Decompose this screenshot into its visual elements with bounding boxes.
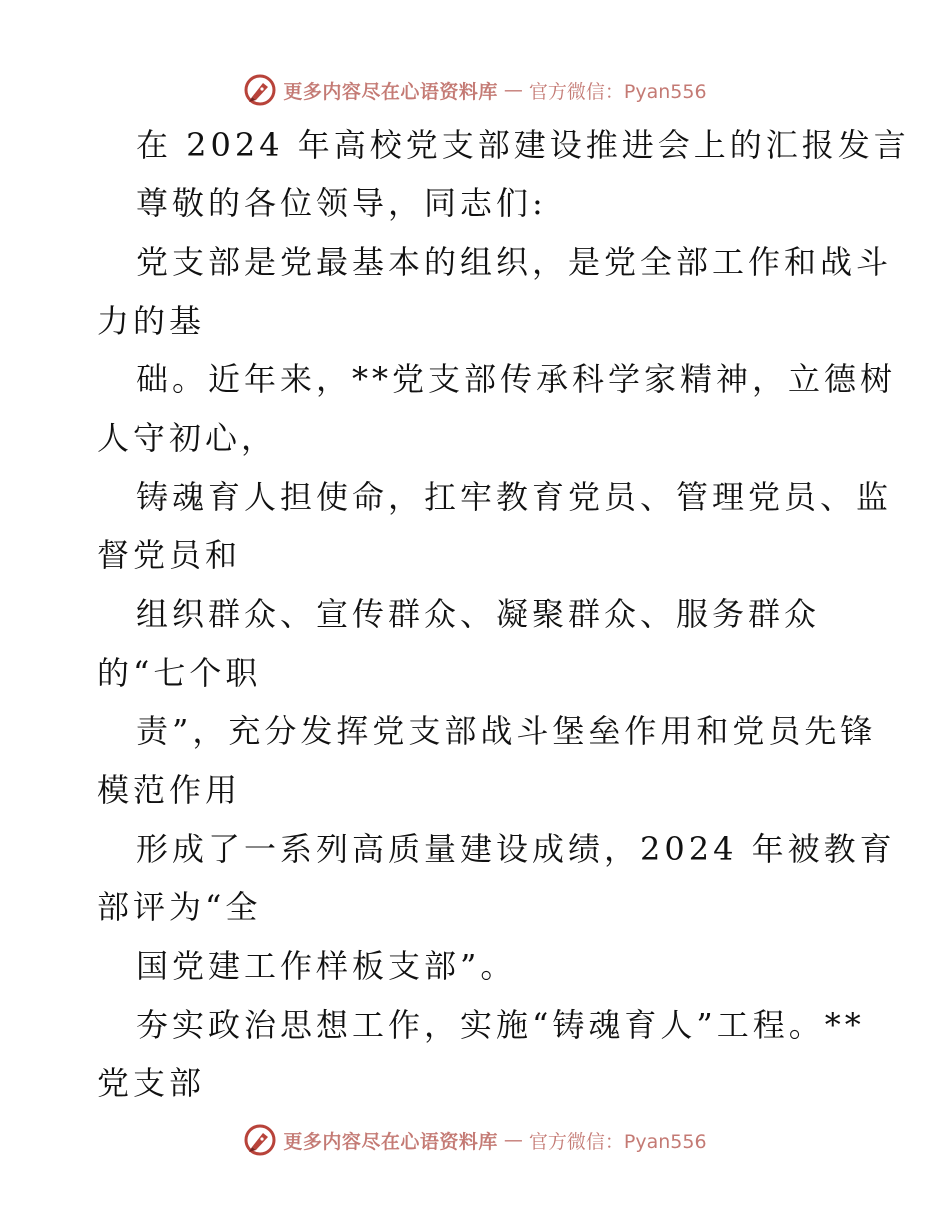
- header-watermark: [0, 70, 950, 110]
- document-title: 在 2024 年高校党支部建设推进会上的汇报发言: [136, 126, 910, 164]
- paragraph-line: 力的基: [97, 302, 206, 340]
- salutation: 尊敬的各位领导，同志们:: [136, 184, 547, 222]
- paragraph-line: 督党员和: [97, 536, 242, 574]
- paragraph-line: 模范作用: [97, 771, 242, 809]
- paragraph-line: 铸魂育人担使命，扛牢教育党员、管理党员、监: [136, 478, 893, 516]
- watermark-separator: —: [503, 1129, 523, 1151]
- paragraph-line: 党支部: [97, 1064, 206, 1102]
- watermark-wechat: 官方微信：Pyan556: [528, 80, 707, 103]
- watermark-text: 更多内容尽在心语资料库: [283, 1130, 498, 1153]
- pen-nib-circle-icon: [243, 1123, 277, 1157]
- watermark-wechat: 官方微信：Pyan556: [528, 1130, 707, 1153]
- paragraph-line: 人守初心，: [97, 419, 278, 457]
- paragraph-line: 责”，充分发挥党支部战斗堡垒作用和党员先锋: [136, 712, 877, 750]
- pen-nib-circle-icon: [243, 73, 277, 107]
- paragraph-line: 党支部是党最基本的组织，是党全部工作和战斗: [136, 243, 893, 281]
- footer-watermark: [0, 1120, 950, 1160]
- paragraph-line: 国党建工作样板支部”。: [136, 947, 517, 985]
- paragraph-line: 组织群众、宣传群众、凝聚群众、服务群众: [136, 595, 821, 633]
- watermark-text: 更多内容尽在心语资料库: [283, 80, 498, 103]
- paragraph-line: 形成了一系列高质量建设成绩，2024 年被教育: [136, 830, 896, 868]
- paragraph-line: 础。近年来，**党支部传承科学家精神，立德树: [136, 360, 897, 398]
- paragraph-line: 夯实政治思想工作，实施“铸魂育人”工程。**: [136, 1006, 865, 1044]
- watermark-separator: —: [503, 79, 523, 101]
- paragraph-line: 的“七个职: [97, 654, 262, 692]
- paragraph-line: 部评为“全: [97, 888, 262, 926]
